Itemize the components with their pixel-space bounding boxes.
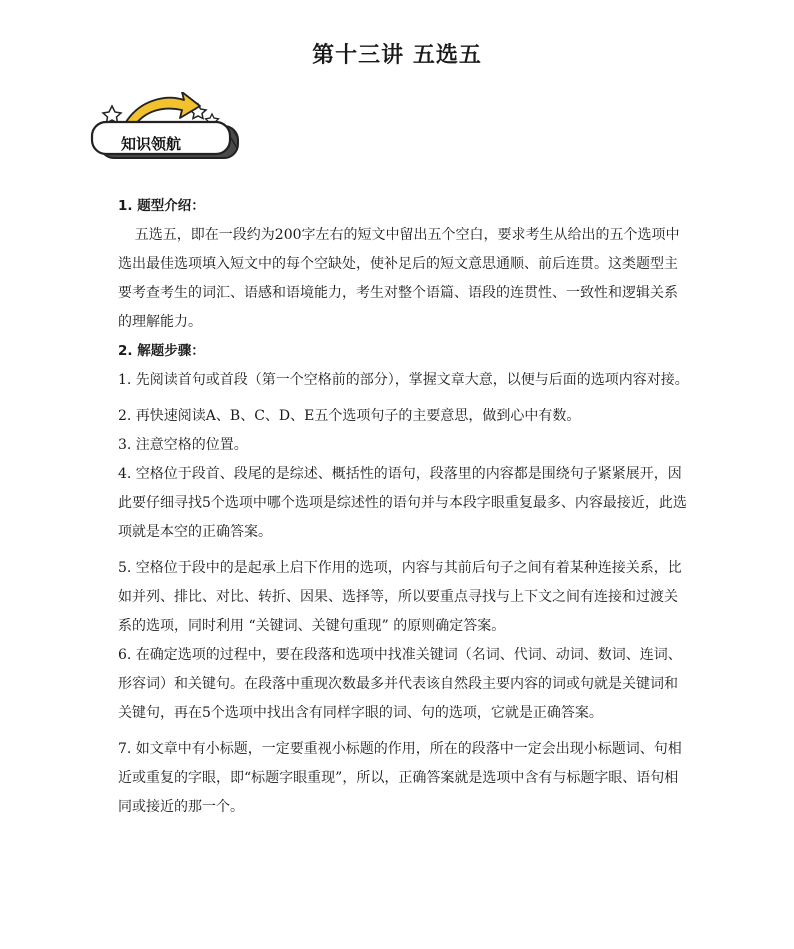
section-banner-label: 知识领航	[121, 135, 182, 153]
step-3: 3. 注意空格的位置。	[118, 437, 248, 453]
document-body	[118, 192, 690, 822]
steps-heading: 2. 解题步骤：	[118, 343, 205, 359]
step-4: 4. 空格位于段首、段尾的是综述、概括性的语句，段落里的内容都是围绕句子紧紧展开，因此要仔细寻找5个选项中哪个选项是综述性的语句并与本段字眼重复最多、内容最接近，此选项就是本空的正确答案。	[118, 466, 687, 540]
step-5: 5. 空格位于段中的是起承上启下作用的选项，内容与其前后句子之间有着某种连接关系，比如并列、排比、对比、转折、因果、选择等，所以要重点寻找与上下文之间有连接和过渡关系的选项，同时利用 “关键词、关键句重现” 的原则确定答案。	[118, 560, 682, 634]
star-icon	[103, 106, 121, 123]
intro-heading: 1. 题型介绍：	[118, 198, 205, 214]
step-1: 1. 先阅读首句或首段（第一个空格前的部分），掌握文章大意，以便与后面的选项内容对接。	[118, 372, 689, 388]
section-banner	[88, 92, 252, 164]
step-7: 7. 如文章中有小标题，一定要重视小标题的作用，所在的段落中一定会出现小标题词、句相近或重复的字眼，即“标题字眼重现”，所以，正确答案就是选项中含有与标题字眼、语句相同或接近的那一个。	[118, 741, 682, 815]
page-title: 第十三讲 五选五	[312, 43, 482, 68]
step-6: 6. 在确定选项的过程中，要在段落和选项中找准关键词（名词、代词、动词、数词、连词、形容词）和关键句。在段落中重现次数最多并代表该自然段主要内容的词或句就是关键词和关键句，再在5个选项中找出含有同样字眼的词、句的选项，它就是正确答案。	[118, 647, 682, 721]
intro-paragraph: 五选五，即在一段约为200字左右的短文中留出五个空白，要求考生从给出的五个选项中选出最佳选项填入短文中的每个空缺处，使补足后的短文意思通顺、前后连贯。这类题型主要考查考生的词汇、语感和语境能力，考生对整个语篇、语段的连贯性、一致性和逻辑关系的理解能力。	[118, 227, 680, 330]
step-2: 2. 再快速阅读A、B、C、D、E五个选项句子的主要意思，做到心中有数。	[118, 408, 581, 424]
